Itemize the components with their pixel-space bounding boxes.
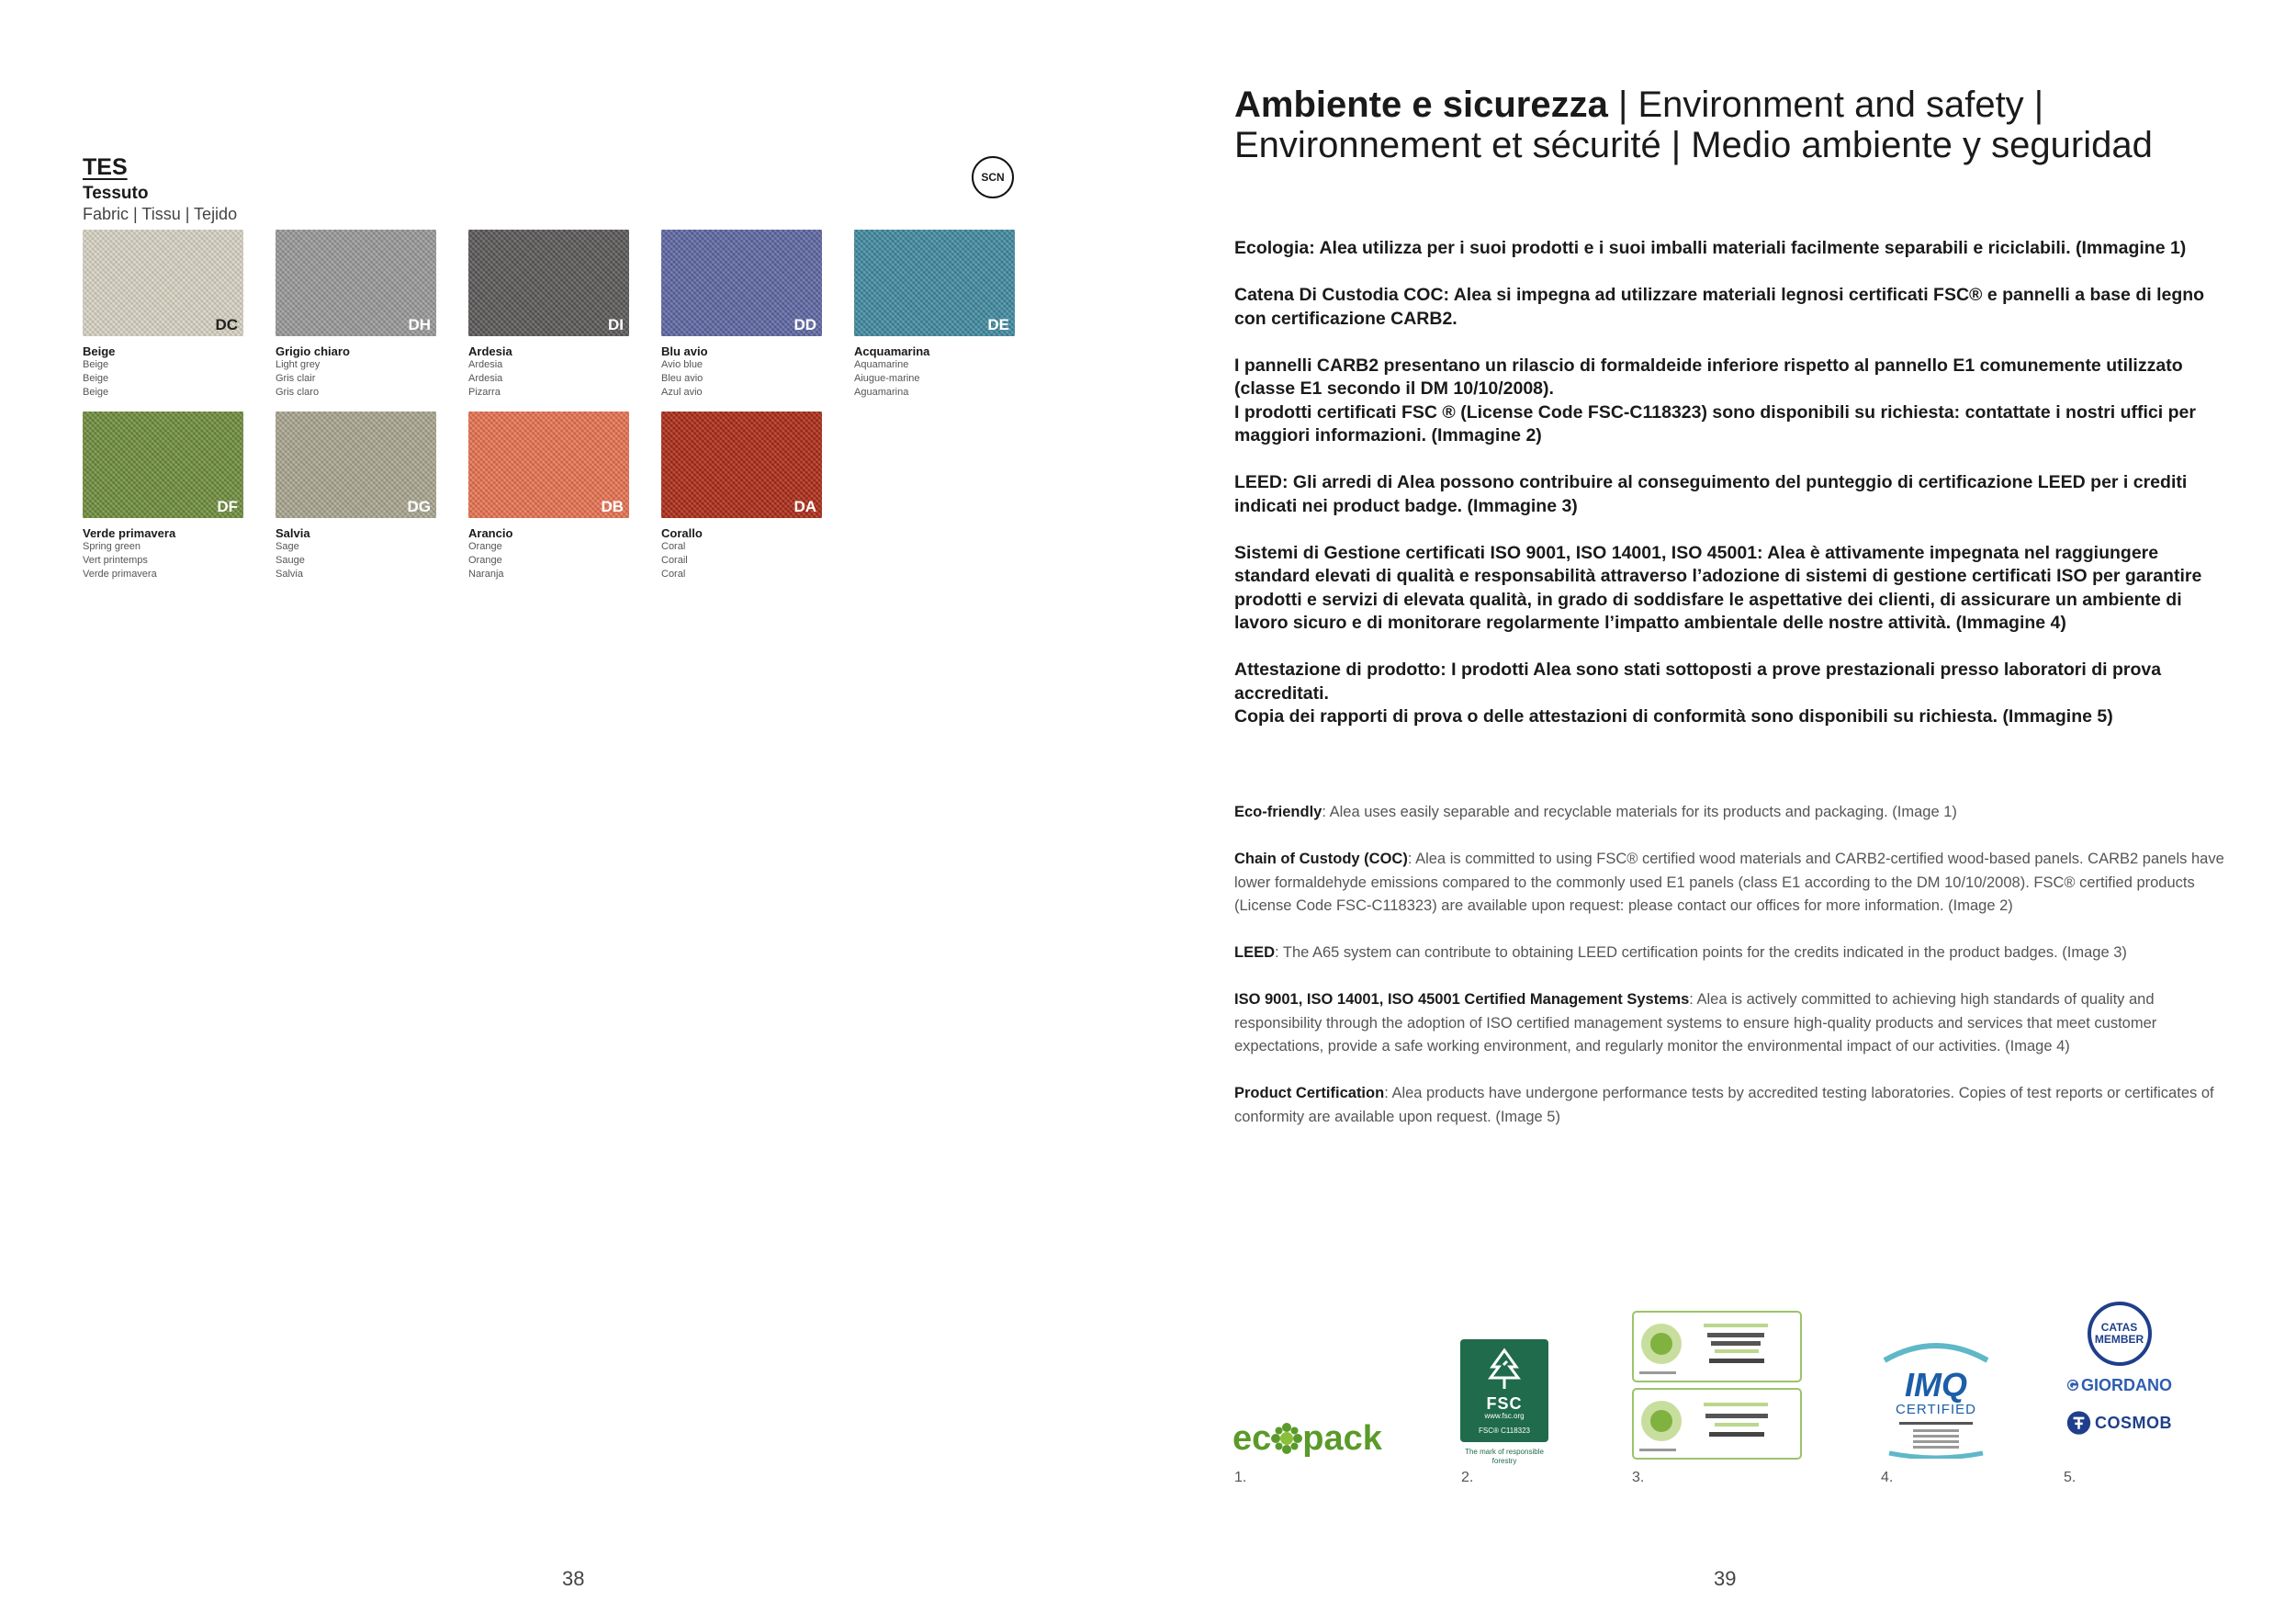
swatch-name-es: Aguamarina xyxy=(854,387,909,398)
swatch-chip xyxy=(276,230,436,336)
swatch-name-es: Gris claro xyxy=(276,387,320,398)
italian-text xyxy=(1234,237,2208,752)
en-paragraph xyxy=(1234,1082,2235,1129)
page-number-right: 39 xyxy=(1714,1567,1737,1590)
en-paragraph xyxy=(1234,942,2235,965)
page-heading xyxy=(1234,85,2245,165)
product-name: Tessuto xyxy=(83,184,149,203)
swatch-code: DB xyxy=(601,498,624,515)
it-paragraph-attestazione xyxy=(1234,659,2208,729)
it-carb2-line: I pannelli CARB2 presentano un rilascio di formaldeide inferiore rispetto al pannello E1 comunemente utilizzato (classe E1 secondo il DM 10/10/2008). xyxy=(1234,355,2183,399)
swatch-name-fr: Ardesia xyxy=(468,373,503,384)
en-text: : Alea uses easily separable and recyclable materials for its products and packaging. (Image 1) xyxy=(1322,804,1957,820)
swatch-code: DI xyxy=(608,316,624,333)
logo-number: 2. xyxy=(1461,1470,1474,1485)
cosmob-name: COSMOB xyxy=(2095,1413,2172,1432)
it-fsc-line: I prodotti certificati FSC ® (License Code FSC-C118323) sono disponibili su richiesta: contattate i nostri uffici per maggiori informazioni. (Immagine 2) xyxy=(1234,401,2196,445)
swatch-chip xyxy=(83,412,243,518)
swatch-name: Verde primavera xyxy=(83,526,176,540)
fabric-swatch xyxy=(661,412,822,581)
swatch-code: DG xyxy=(407,498,431,515)
swatch-name-es: Salvia xyxy=(276,569,303,580)
swatch-name-fr: Gris clair xyxy=(276,373,316,384)
right-page xyxy=(1148,0,2296,1624)
ecopack-text-b: pack xyxy=(1302,1419,1382,1458)
giordano-logo xyxy=(2066,1371,2172,1399)
ecopack-logo xyxy=(1232,1419,1382,1459)
it-paragraph-iso: Sistemi di Gestione certificati ISO 9001, ISO 14001, ISO 45001: Alea è attivamente impegnata nel raggiungere standard elevati di qualità e responsabilità attraverso l’adozione di sistemi di gestione certificati ISO per garantire prodotti e servizi di elevata qualità, in grado di soddisfare le aspettative dei clienti, di assicurare un ambiente di lavoro sicuro e di monitorare regolarmente l’impatto ambientale delle nostre attività. (Immagine 4) xyxy=(1234,542,2202,633)
swatch-chip xyxy=(661,230,822,336)
en-label: LEED xyxy=(1234,944,1276,961)
it-copia-line: Copia dei rapporti di prova o delle attestazioni di conformità sono disponibili su richiesta. (Immagine 5) xyxy=(1234,706,2113,727)
swatch-name-es: Azul avio xyxy=(661,387,703,398)
en-label: ISO 9001, ISO 14001, ISO 45001 Certified Management Systems xyxy=(1234,991,1690,1008)
fabric-swatch xyxy=(276,230,436,400)
swatch-name-es: Beige xyxy=(83,387,109,398)
fsc-url: www.fsc.org xyxy=(1484,1412,1525,1420)
swatch-name-en: Spring green xyxy=(83,541,141,552)
lab-logos xyxy=(2066,1302,2172,1438)
it-paragraph-carb2 xyxy=(1234,355,2208,448)
cosmob-icon xyxy=(2066,1408,2091,1438)
logo-number: 3. xyxy=(1632,1470,1645,1485)
giordano-g-icon xyxy=(2066,1371,2079,1399)
en-label: Product Certification xyxy=(1234,1085,1385,1101)
cosmob-logo xyxy=(2066,1408,2172,1438)
leed-badges xyxy=(1632,1311,1802,1464)
product-translations: Fabric | Tissu | Tejido xyxy=(83,205,238,223)
en-paragraph xyxy=(1234,848,2235,919)
swatch-name-es: Pizarra xyxy=(468,387,501,398)
en-label: Chain of Custody (COC) xyxy=(1234,851,1408,867)
swatch-name-es: Verde primavera xyxy=(83,569,157,580)
imq-certified: CERTIFIED xyxy=(1896,1402,1976,1417)
leed-badge-icon xyxy=(1632,1311,1802,1460)
swatch-chip xyxy=(83,230,243,336)
logo-number: 5. xyxy=(2064,1470,2077,1485)
fsc-tree-icon xyxy=(1481,1347,1527,1391)
swatch-name-en: Aquamarine xyxy=(854,359,909,370)
swatch-name-en: Beige xyxy=(83,359,109,370)
swatch-code: DE xyxy=(987,316,1009,333)
swatch-chip xyxy=(276,412,436,518)
fabric-swatch xyxy=(854,230,1015,400)
logo-number: 4. xyxy=(1881,1470,1894,1485)
swatch-name-es: Naranja xyxy=(468,569,504,580)
swatch-name-fr: Aiugue-marine xyxy=(854,373,920,384)
fabric-swatch xyxy=(276,412,436,581)
fabric-swatch xyxy=(468,412,629,581)
swatch-name-en: Light grey xyxy=(276,359,321,370)
swatch-code: DC xyxy=(215,316,238,333)
swatch-name: Ardesia xyxy=(468,344,512,358)
swatch-code: DD xyxy=(793,316,816,333)
swatch-name: Corallo xyxy=(661,526,703,540)
en-text: : Alea is committed to using FSC® certified wood materials and CARB2-certified wood-based panels. CARB2 panels have lower formaldehyde emissions compared to the commonly used E1 panels (class E1 according to the DM 10/10/2008). FSC® certified products (License Code FSC-C118323) are available upon request: please contact our offices for more information. (Image 2) xyxy=(1234,851,2224,914)
it-paragraph-ecologia: Ecologia: Alea utilizza per i suoi prodotti e i suoi imballi materiali facilmente separabili e riciclabili. (Immagine 1) xyxy=(1234,238,2187,258)
product-code: TES xyxy=(83,154,128,180)
en-text: : The A65 system can contribute to obtaining LEED certification points for the credits indicated in the product badges. (Image 3) xyxy=(1275,944,2127,961)
imq-name: IMQ xyxy=(1905,1366,1967,1404)
swatch-name-en: Orange xyxy=(468,541,502,552)
swatch-code: DH xyxy=(408,316,431,333)
it-paragraph-leed: LEED: Gli arredi di Alea possono contribuire al conseguimento del punteggio di certificazione LEED per i crediti indicati nei product badge. (Immagine 3) xyxy=(1234,472,2188,516)
swatch-chip xyxy=(468,412,629,518)
fsc-tagline: The mark of responsible forestry xyxy=(1465,1448,1544,1465)
swatch-name: Acquamarina xyxy=(854,344,930,358)
swatch-name: Beige xyxy=(83,344,116,358)
fsc-name: FSC xyxy=(1486,1394,1523,1413)
en-label: Eco-friendly xyxy=(1234,804,1322,820)
swatch-chip xyxy=(854,230,1015,336)
recycle-flower-icon xyxy=(1271,1423,1302,1454)
page-number-left: 38 xyxy=(562,1567,585,1590)
fabric-swatch xyxy=(661,230,822,400)
swatch-name-fr: Corail xyxy=(661,555,688,566)
imq-logo xyxy=(1881,1336,1991,1463)
swatch-name-en: Sage xyxy=(276,541,299,552)
imq-arc-icon xyxy=(1881,1336,1991,1364)
swatch-name: Arancio xyxy=(468,526,513,540)
en-text: : Alea products have undergone performance tests by accredited testing laboratories. Copies of test reports or certificates of conformity are available upon request. (Image 5) xyxy=(1234,1085,2214,1125)
scn-badge: SCN xyxy=(972,156,1014,198)
swatch-name-fr: Vert printemps xyxy=(83,555,148,566)
en-paragraph xyxy=(1234,801,2235,825)
logo-number: 1. xyxy=(1234,1470,1247,1485)
it-paragraph-coc: Catena Di Custodia COC: Alea si impegna ad utilizzare materiali legnosi certificati FSC® e pannelli a base di legno con certificazione CARB2. xyxy=(1234,285,2205,329)
fabric-swatch xyxy=(83,230,243,400)
giordano-name: GIORDANO xyxy=(2081,1375,2172,1394)
fabric-swatch xyxy=(468,230,629,400)
swatch-name: Grigio chiaro xyxy=(276,344,350,358)
it-attestazione-line: Attestazione di prodotto: I prodotti Alea sono stati sottoposti a prove prestazionali presso laboratori di prova accreditati. xyxy=(1234,660,2162,704)
swatch-code: DA xyxy=(793,498,816,515)
swatch-chip xyxy=(661,412,822,518)
swatch-name-fr: Orange xyxy=(468,555,502,566)
swatch-name: Blu avio xyxy=(661,344,708,358)
fsc-code: FSC® C118323 xyxy=(1479,1427,1530,1435)
english-text xyxy=(1234,801,2235,1153)
en-text: : Alea is actively committed to achieving high standards of quality and responsibility through the adoption of ISO certified management systems to ensure high-quality products and services that meet customer expectations, provide a safe working environment, and regularly monitor the environmental impact of our activities. (Image 4) xyxy=(1234,991,2157,1054)
heading-bold: Ambiente e sicurezza xyxy=(1234,85,1608,125)
catas-member-badge: CATAS MEMBER xyxy=(2088,1302,2152,1366)
imq-detail-lines xyxy=(1885,1418,1986,1459)
swatch-name-en: Coral xyxy=(661,541,686,552)
fabric-swatch xyxy=(83,412,243,581)
fsc-logo xyxy=(1460,1339,1548,1466)
swatch-name-fr: Sauge xyxy=(276,555,305,566)
swatch-name-fr: Bleu avio xyxy=(661,373,703,384)
swatch-name-en: Ardesia xyxy=(468,359,503,370)
swatch-name-fr: Beige xyxy=(83,373,109,384)
swatch-name-es: Coral xyxy=(661,569,686,580)
swatch-chip xyxy=(468,230,629,336)
fsc-badge xyxy=(1460,1339,1548,1442)
en-paragraph xyxy=(1234,988,2235,1059)
ecopack-text-a: ec xyxy=(1232,1419,1272,1458)
heading-rest: | Environment and safety | Environnement et sécurité | Medio ambiente y seguridad xyxy=(1234,85,2153,165)
swatch-name-en: Avio blue xyxy=(661,359,703,370)
swatch-name: Salvia xyxy=(276,526,310,540)
swatch-code: DF xyxy=(217,498,238,515)
